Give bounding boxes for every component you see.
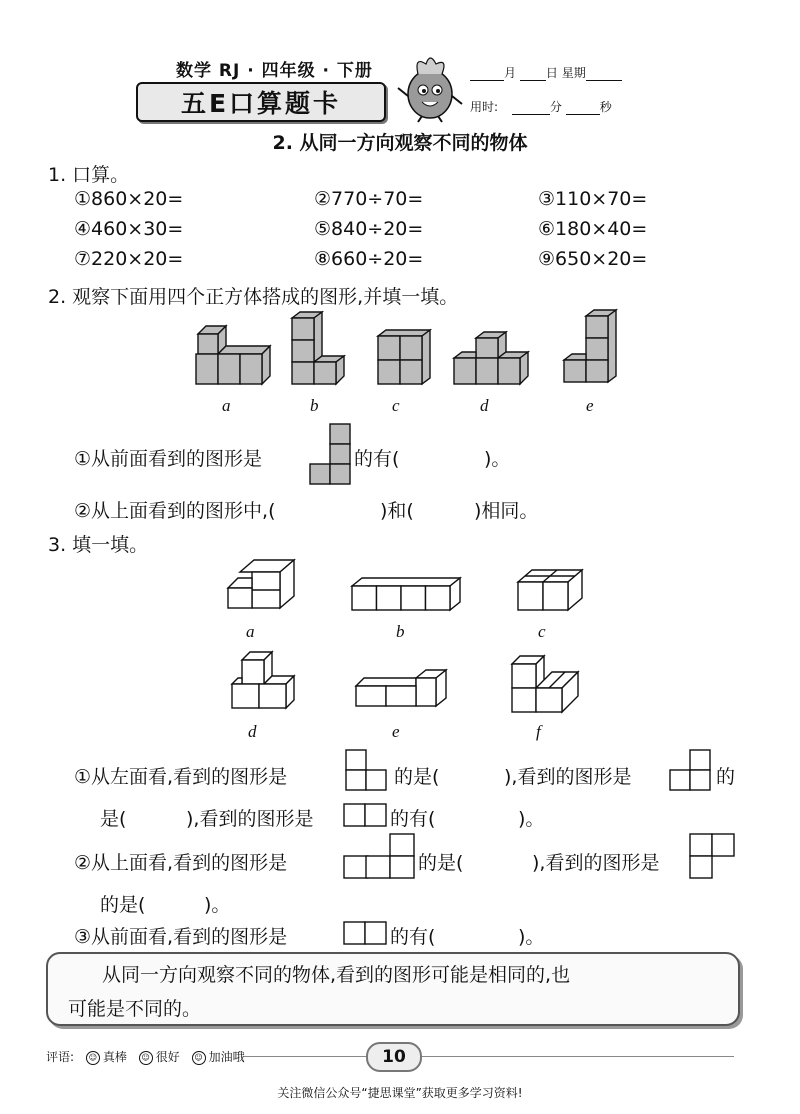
figure-label: a: [246, 622, 255, 641]
q2-sub2-prefix: ②从上面看到的图形中,(: [74, 500, 276, 522]
wire-figure-a: [224, 556, 300, 614]
q3-l5b: 的有(: [390, 926, 436, 948]
figure-label: d: [248, 722, 257, 741]
time-line: [470, 98, 612, 115]
figure-label: a: [222, 396, 231, 415]
eval-option: 加油哦: [208, 1050, 245, 1064]
minute-label: 分: [549, 100, 562, 114]
wire-figure-c: [514, 566, 586, 614]
eval-option: 真棒: [102, 1050, 127, 1064]
answer-blank[interactable]: [450, 922, 516, 944]
summary-line-1: 从同一方向观察不同的物体,看到的图形可能是相同的,也: [102, 964, 571, 986]
second-blank[interactable]: [566, 102, 600, 115]
summary-line-2: 可能是不同的。: [68, 998, 202, 1020]
figure-label: e: [586, 396, 594, 415]
evaluation-row: [46, 1048, 245, 1065]
q3-l1b: 的是(: [394, 766, 440, 788]
good-face-icon[interactable]: ☺: [139, 1051, 153, 1065]
cube-figure-a: [186, 320, 276, 390]
minute-blank[interactable]: [512, 102, 550, 115]
answer-blank[interactable]: [450, 804, 516, 826]
cube-figure-d: [450, 328, 534, 388]
q3-l2d: )。: [518, 808, 545, 830]
answer-blank[interactable]: [424, 496, 474, 518]
answer-blank[interactable]: [158, 890, 202, 912]
q3-l5c: )。: [518, 926, 545, 948]
q3-l1d: 的: [716, 766, 736, 788]
wire-figure-d: [228, 646, 298, 712]
shape-two-horizontal: [342, 802, 390, 830]
wire-figure-b: [350, 574, 462, 614]
q3-l3a: ②从上面看,看到的图形是: [74, 852, 288, 874]
mascot-icon: [396, 52, 466, 124]
wire-figure-f: [508, 652, 582, 716]
figure-label: f: [536, 722, 541, 741]
cheer-face-icon[interactable]: ☺: [192, 1051, 206, 1065]
wire-figure-e: [352, 666, 448, 712]
card-banner: 五E口算题卡: [136, 82, 386, 122]
calc-item: ⑧660÷20=: [314, 248, 424, 270]
page-number: 10: [366, 1042, 422, 1072]
weekday-label: 星期: [561, 66, 586, 80]
q3-l3c: ),看到的图形是: [532, 852, 660, 874]
answer-blank[interactable]: [332, 496, 380, 518]
calc-item: ③110×70=: [538, 188, 648, 210]
figure-label: c: [538, 622, 546, 641]
q3-l2a: 是(: [100, 808, 127, 830]
shape-l-right: [666, 748, 716, 794]
figure-label: e: [392, 722, 400, 741]
q2-sub1-suffix: 的有(: [354, 448, 400, 470]
great-face-icon[interactable]: ☺: [86, 1051, 100, 1065]
calc-item: ④460×30=: [74, 218, 184, 240]
q2-sub2-end: )相同。: [474, 500, 539, 522]
figure-label: c: [392, 396, 400, 415]
answer-blank[interactable]: [452, 762, 502, 784]
calc-item: ⑥180×40=: [538, 218, 648, 240]
q1-heading: 1. 口算。: [48, 164, 130, 186]
q3-l2c: 的有(: [390, 808, 436, 830]
cube-figure-b: [288, 310, 348, 390]
q3-l5a: ③从前面看,看到的图形是: [74, 926, 288, 948]
calc-item: ⑤840÷20=: [314, 218, 424, 240]
book-series-label: 数学 RJ · 四年级 · 下册: [176, 61, 373, 81]
time-label: 用时:: [470, 100, 499, 114]
front-view-shape: [308, 422, 354, 488]
q3-l2b: ),看到的图形是: [186, 808, 314, 830]
q3-l4b: )。: [204, 894, 231, 916]
q3-heading: 3. 填一填。: [48, 534, 149, 556]
page-title: 2. 从同一方向观察不同的物体: [272, 132, 528, 154]
calc-item: ②770÷70=: [314, 188, 424, 210]
cube-figure-c: [374, 326, 434, 386]
shape-two-horizontal-front: [342, 920, 390, 948]
q2-sub1-end: )。: [484, 448, 511, 470]
calc-item: ⑦220×20=: [74, 248, 184, 270]
day-label: 日: [545, 66, 558, 80]
answer-blank[interactable]: [410, 444, 484, 466]
footer-divider: [244, 1056, 734, 1057]
answer-blank[interactable]: [476, 848, 530, 870]
q2-sub2-mid: )和(: [380, 500, 414, 522]
day-blank[interactable]: [520, 68, 546, 81]
calc-item: ⑨650×20=: [538, 248, 648, 270]
weekday-blank[interactable]: [586, 68, 622, 81]
q2-sub1-prefix: ①从前面看到的图形是: [74, 448, 263, 470]
shape-l-left-bottom: [688, 832, 740, 882]
date-line: [470, 64, 622, 81]
calc-item: ①860×20=: [74, 188, 184, 210]
q3-l3b: 的是(: [418, 852, 464, 874]
q3-l1a: ①从左面看,看到的图形是: [74, 766, 288, 788]
q3-l1c: ),看到的图形是: [504, 766, 632, 788]
summary-box: [46, 952, 740, 1026]
q2-heading: 2. 观察下面用四个正方体搭成的图形,并填一填。: [48, 286, 459, 308]
evaluation-label: 评语:: [46, 1050, 75, 1064]
figure-label: b: [396, 622, 405, 641]
shape-three-with-top-right: [342, 832, 422, 882]
cube-figure-e: [560, 306, 622, 386]
eval-option: 很好: [155, 1050, 180, 1064]
shape-two-stacked: [342, 748, 392, 794]
figure-label: b: [310, 396, 319, 415]
q3-l4a: 的是(: [100, 894, 146, 916]
promo-text: 关注微信公众号“捷思课堂”获取更多学习资料!: [277, 1086, 523, 1100]
month-blank[interactable]: [470, 68, 504, 81]
second-label: 秒: [599, 100, 612, 114]
month-label: 月: [504, 66, 517, 80]
answer-blank[interactable]: [134, 804, 184, 826]
figure-label: d: [480, 396, 489, 415]
